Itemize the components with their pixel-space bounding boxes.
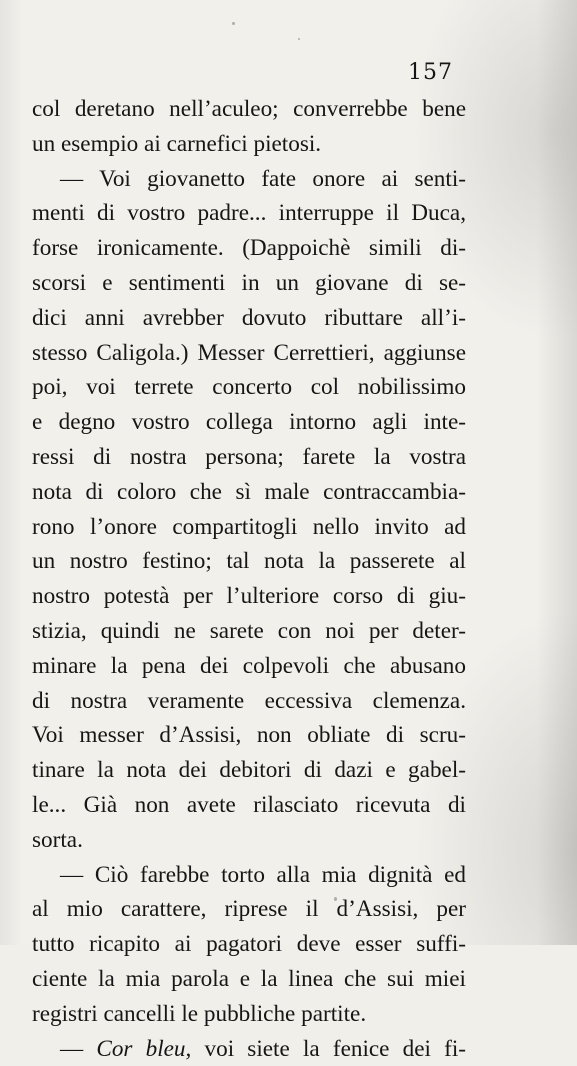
text-line: ciente la mia parola e la linea che sui miei — [32, 965, 466, 992]
text-line: stesso Caligola.) Messer Cerrettieri, aggiunse — [32, 339, 466, 366]
text-line: dici anni avrebber dovuto ributtare all’i- — [32, 304, 466, 331]
text-line: Voi messer d’Assisi, non obliate di scru- — [32, 722, 466, 749]
line-rest: voi siete la fenice dei fi- — [204, 1035, 467, 1062]
text-line: al mio carattere, riprese il d’Assisi, per — [32, 896, 466, 923]
text-line: registri cancelli le pubbliche partite. — [32, 1000, 367, 1027]
text-line: — Voi giovanetto fate onore ai senti- — [60, 165, 466, 192]
ink-speck — [334, 897, 337, 901]
text-line: sorta. — [32, 826, 83, 853]
text-line: di nostra veramente eccessiva clemenza. — [32, 687, 466, 714]
text-line: rono l’onore compartitogli nello invito ad — [32, 513, 466, 540]
text-line: stizia, quindi ne sarete con noi per deter- — [32, 617, 466, 644]
text-line: nota di coloro che sì male contraccambia- — [32, 478, 466, 505]
text-line: — Ciò farebbe torto alla mia dignità ed — [60, 861, 466, 888]
ink-speck — [232, 22, 235, 25]
text-line: le... Già non avete rilasciato ricevuta di — [32, 791, 466, 818]
text-line: un esempio ai carnefici pietosi. — [32, 130, 322, 157]
text-line: un nostro festino; tal nota la passerete al — [32, 548, 466, 575]
text-line: col deretano nell’aculeo; converrebbe bene — [32, 96, 466, 122]
body-text — [32, 92, 466, 1066]
text-line: menti di vostro padre... interruppe il Duca, — [32, 200, 466, 227]
text-line: minare la pena dei colpevoli che abusano — [32, 652, 466, 679]
text-line: tutto ricapito ai pagatori deve esser suffi- — [32, 931, 466, 958]
text-line: forse ironicamente. (Dappoichè simili di- — [32, 235, 466, 262]
ink-speck — [298, 38, 300, 40]
text-line: tinare la nota dei debitori di dazi e gabel- — [32, 757, 466, 784]
page-number: 157 — [408, 60, 453, 85]
text-line: ressi di nostra persona; farete la vostra — [32, 443, 466, 470]
text-line: nostro potestà per l’ulteriore corso di giu- — [32, 583, 466, 610]
italic-phrase: Cor bleu, — [96, 1035, 192, 1062]
text-line: scorsi e sentimenti in un giovane di se- — [32, 269, 466, 296]
text-line: poi, voi terrete concerto col nobilissimo — [32, 374, 466, 401]
text-line-last — [32, 1032, 466, 1066]
text-line: e degno vostro collega intorno agli inte- — [32, 409, 466, 436]
dash: — — [60, 1035, 84, 1062]
